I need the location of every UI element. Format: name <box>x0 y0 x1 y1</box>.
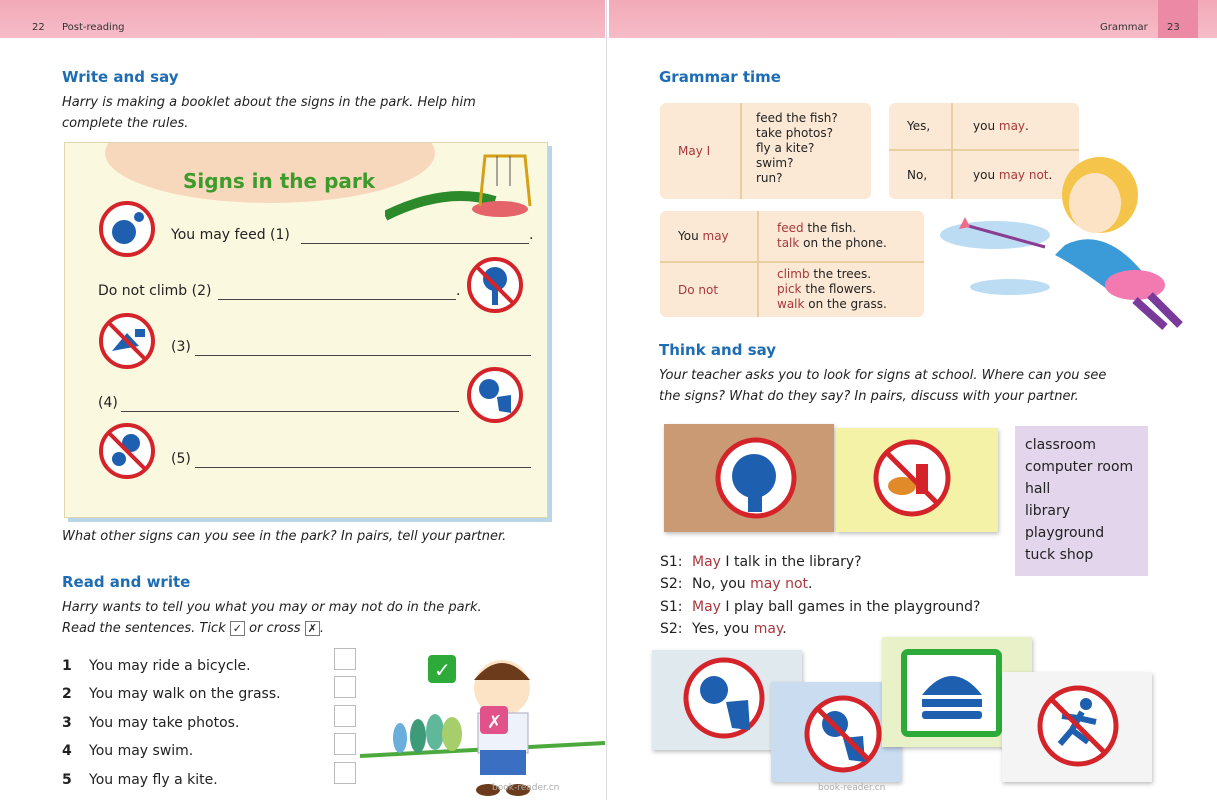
quiet-sign-photo <box>664 424 834 532</box>
text: . <box>1025 118 1029 133</box>
item-text: You may walk on the grass. <box>89 686 281 703</box>
answer-checkbox-1[interactable] <box>334 648 356 670</box>
watermark: book-reader.cn <box>492 783 560 793</box>
place-item: library <box>1025 503 1071 519</box>
dialogue <box>660 551 980 640</box>
item-text: You may take photos. <box>89 714 240 731</box>
highlight: may <box>998 118 1026 133</box>
answer-checkbox-3[interactable] <box>334 705 356 727</box>
dialogue-line <box>660 573 980 595</box>
answer-no: No, <box>907 167 928 182</box>
highlight: may not <box>998 167 1049 182</box>
action-item: feed the fish? <box>756 111 838 125</box>
dialogue-line <box>660 596 980 618</box>
rule-5: (5) <box>171 451 191 467</box>
rule-1: You may feed (1) <box>171 227 290 243</box>
item-number: 4 <box>62 743 72 760</box>
instruction-line: Harry wants to tell you what you may or may not do in the park. <box>62 600 482 615</box>
section-label-right: Grammar <box>1100 22 1148 33</box>
answer-line-5[interactable] <box>195 467 531 468</box>
punctuation: . <box>529 227 534 243</box>
highlight: May <box>692 598 721 615</box>
rule-4: (4) <box>98 395 118 411</box>
place-item: classroom <box>1025 437 1096 453</box>
watermark: book-reader.cn <box>818 783 886 793</box>
booklet-title: Signs in the park <box>183 169 376 193</box>
answer-line-4[interactable] <box>121 411 459 412</box>
action-item: fly a kite? <box>756 141 815 155</box>
speaker: S1: <box>660 598 683 615</box>
no-talking-sign-icon <box>664 424 834 532</box>
place-item: playground <box>1025 525 1105 541</box>
highlight: may <box>702 228 729 243</box>
text: you <box>973 118 996 133</box>
think-and-say-instructions <box>659 365 1106 407</box>
may-i-question-table <box>660 103 871 199</box>
item-number: 1 <box>62 658 72 674</box>
page-number-right: 23 <box>1167 22 1180 33</box>
ball-games-sign-icon <box>465 365 525 425</box>
you-may-items <box>777 221 887 251</box>
no-running-sign-icon <box>1002 672 1152 782</box>
cross-symbol: ✗ <box>305 621 320 636</box>
grammar-time-heading: Grammar time <box>659 68 781 86</box>
item-number: 2 <box>62 686 72 703</box>
list-item <box>62 737 281 765</box>
action-item: take photos? <box>756 126 834 140</box>
verb: climb <box>777 267 810 281</box>
text: . <box>1048 167 1053 182</box>
highlight: May <box>692 554 721 570</box>
instruction-text: . <box>319 621 325 636</box>
svg-text:✓: ✓ <box>434 658 451 682</box>
rule-3: (3) <box>171 339 191 355</box>
highlight: may <box>753 620 783 637</box>
text: I talk in the library? <box>720 554 862 570</box>
harry-boy-illustration <box>360 648 605 798</box>
instruction-line: Your teacher asks you to look for signs at school. Where can you see <box>659 368 1107 383</box>
instruction-text: or cross <box>249 621 301 636</box>
may-i-label: May I <box>678 143 711 158</box>
answer-line-3[interactable] <box>195 355 531 356</box>
you-may-label <box>678 211 729 261</box>
instruction-line: the signs? What do they say? In pairs, discuss with your partner. <box>659 389 1079 404</box>
answer-checkbox-2[interactable] <box>334 676 356 698</box>
text: the flowers. <box>801 282 876 296</box>
signs-booklet <box>64 142 548 518</box>
instruction-line: complete the rules. <box>62 116 189 131</box>
text: No, you <box>692 576 751 593</box>
read-and-write-heading: Read and write <box>62 573 191 591</box>
text: the trees. <box>809 267 872 281</box>
text: you <box>973 167 996 182</box>
no-photos-sign-icon <box>97 311 157 371</box>
answer-checkbox-5[interactable] <box>334 762 356 784</box>
rule-2: Do not climb (2) <box>98 283 212 299</box>
sentence-list <box>62 652 281 794</box>
list-item <box>62 709 281 737</box>
answer-yes: Yes, <box>907 118 931 133</box>
no-food-sign-photo <box>836 428 998 532</box>
tick-symbol: ✓ <box>230 621 245 636</box>
place-item: tuck shop <box>1025 547 1094 563</box>
text: You <box>678 228 699 243</box>
item-text: You may fly a kite. <box>89 771 218 788</box>
text: on the grass. <box>804 297 887 311</box>
item-text: You may swim. <box>89 743 194 760</box>
feed-fish-sign-icon <box>97 199 157 259</box>
highlight: may not <box>750 576 809 593</box>
question-actions <box>756 111 838 186</box>
item-text: You may ride a bicycle. <box>89 658 251 674</box>
speaker: S2: <box>660 620 683 637</box>
verb: talk <box>777 236 800 250</box>
answer-checkbox-4[interactable] <box>334 733 356 755</box>
text: the fish. <box>803 221 857 235</box>
verb: feed <box>777 221 804 235</box>
no-picking-flowers-sign-icon <box>97 421 157 481</box>
section-label-left: Post-reading <box>62 22 125 33</box>
place-item: hall <box>1025 481 1051 497</box>
page-gutter <box>606 0 607 800</box>
text: I play ball games in the playground? <box>720 598 981 615</box>
action-item: swim? <box>756 156 794 170</box>
answer-line-1[interactable] <box>301 243 529 244</box>
answer-line-2[interactable] <box>218 299 456 300</box>
write-and-say-instructions <box>62 92 476 134</box>
places-list <box>1015 426 1148 576</box>
instruction-line: Harry is making a booklet about the signs in the park. Help him <box>62 95 476 110</box>
read-and-write-instructions <box>62 597 482 639</box>
speaker: S2: <box>660 576 683 593</box>
list-item <box>62 766 281 794</box>
swing-park-illustration <box>385 151 535 221</box>
action-item: run? <box>756 171 783 185</box>
verb: pick <box>777 282 802 296</box>
list-item <box>62 680 281 708</box>
fairy-girl-illustration <box>935 155 1195 340</box>
no-running-photo <box>1002 672 1152 782</box>
text: . <box>808 576 813 593</box>
punctuation: . <box>456 283 461 299</box>
dialogue-line <box>660 551 980 573</box>
no-climbing-tree-sign-icon <box>465 255 525 315</box>
verb: walk <box>777 297 805 311</box>
list-item <box>62 652 281 680</box>
svg-text:✗: ✗ <box>487 712 503 733</box>
speaker: S1: <box>660 554 683 570</box>
place-item: computer room <box>1025 459 1134 475</box>
page-number-left: 22 <box>32 22 45 33</box>
instruction-text: Read the sentences. Tick <box>62 621 226 636</box>
think-and-say-heading: Think and say <box>659 341 777 359</box>
text: on the phone. <box>799 236 887 250</box>
write-and-say-heading: Write and say <box>62 68 179 86</box>
rules-table <box>660 211 924 317</box>
do-not-label: Do not <box>678 282 719 297</box>
discussion-prompt: What other signs can you see in the park? In pairs, tell your partner. <box>62 529 507 544</box>
no-food-drink-sign-icon <box>836 428 998 532</box>
item-number: 5 <box>62 771 72 788</box>
item-number: 3 <box>62 714 72 731</box>
do-not-items <box>777 267 887 312</box>
answer-yes-text <box>973 103 1029 149</box>
text: . <box>782 620 787 637</box>
text: Yes, you <box>692 620 754 637</box>
